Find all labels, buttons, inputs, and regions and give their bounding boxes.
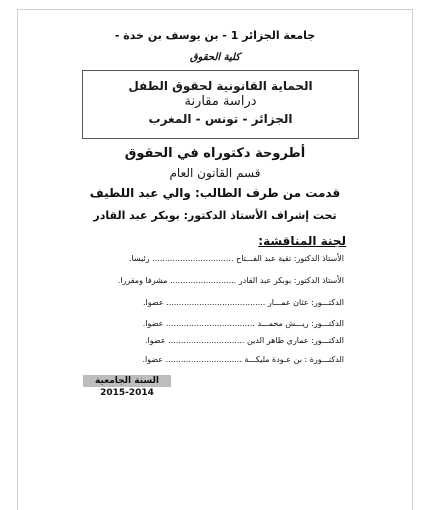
jury-member: الدكتـــور: عثان عمـــار ....................................... عضوا. (143, 298, 344, 307)
jury-member: الأستاذ الدكتور: تقية عبد الفـــتاح ................................ رئيسا. (128, 254, 344, 263)
jury-member: الدكتـــورة : بن عـودة مليكـــة .............................. عضوا. (142, 355, 344, 364)
department: قسم القانون العام (169, 166, 261, 180)
thesis-subtitle: دراسة مقارنة (184, 94, 257, 109)
jury-member: الدكتـــور: عماري طاهر الدين .............................. عضوا. (145, 336, 344, 345)
jury-member: الأستاذ الدكتور: بوبكر عبد القادر .......................... مشرفا ومقررا. (117, 276, 344, 285)
thesis-title: الحماية القانونية لحقوق الطفل (128, 79, 313, 93)
academic-year: السنة الجامعية 2014-2015 (83, 375, 171, 387)
jury-member: الدكتـــور: ريـــش محمـــد ................................... عضوا. (142, 319, 344, 328)
student-name: قدمت من طرف الطالب: والي عبد اللطيف (89, 186, 341, 200)
supervisor-name: تحت إشراف الأستاذ الدكتور: بوبكر عبد القادر (93, 209, 337, 222)
faculty-name: كلية الحقوق (189, 52, 241, 63)
thesis-countries: الجزائر - تونس - المغرب (148, 112, 293, 126)
jury-title: لجنة المناقشة: (258, 234, 346, 248)
thesis-type: أطروحة دكتوراه في الحقوق (124, 146, 306, 161)
university-name: جامعة الجزائر 1 - بن يوسف بن خدة - (114, 29, 316, 42)
thesis-title-box (82, 70, 359, 139)
